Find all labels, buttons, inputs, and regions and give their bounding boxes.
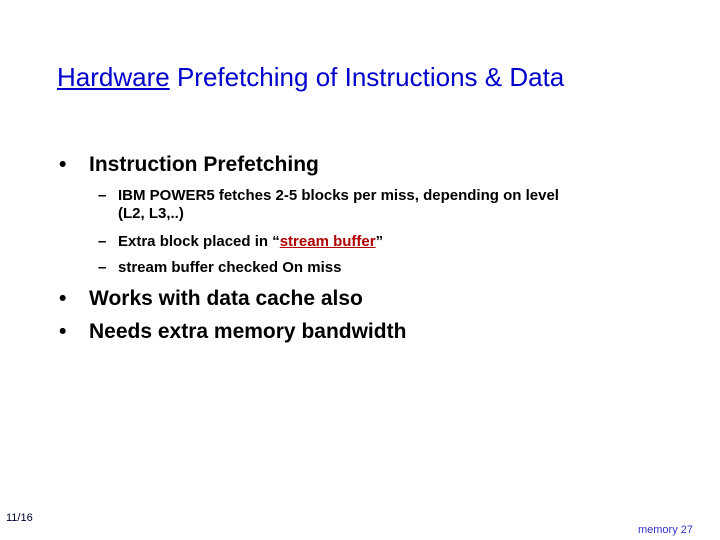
subbullet-text: stream buffer checked On miss: [118, 259, 342, 276]
stream-buffer-highlight: stream buffer: [279, 233, 376, 250]
slide-title: [57, 62, 564, 93]
bullet-marker: •: [59, 153, 67, 176]
bullet-instruction-prefetching: [57, 153, 319, 177]
subbullet-marker: –: [98, 259, 107, 276]
subbullet-extra-block: [98, 233, 383, 251]
slide-date: 11/16: [6, 512, 33, 524]
title-rest: Prefetching of Instructions & Data: [169, 62, 565, 92]
bullet-text: Needs extra memory bandwidth: [89, 320, 407, 343]
subbullet-marker: –: [98, 233, 107, 250]
bullet-needs-extra-bandwidth: [57, 320, 406, 344]
title-underlined-word: Hardware: [57, 62, 170, 92]
subbullet-stream-buffer-checked: [98, 259, 341, 277]
bullet-text: Works with data cache also: [89, 287, 363, 310]
bullet-marker: •: [59, 287, 67, 310]
bullet-text: Instruction Prefetching: [89, 153, 319, 176]
subbullet-line1: IBM POWER5 fetches 2-5 blocks per miss, depending on level: [118, 187, 559, 204]
bullet-works-with-data-cache: [57, 287, 363, 311]
bullet-marker: •: [59, 320, 67, 343]
subbullet-marker: –: [98, 187, 107, 204]
slide-footer: memory 27: [637, 524, 693, 536]
subbullet-post: ”: [375, 233, 384, 250]
subbullet-pre: Extra block placed in “: [118, 233, 280, 250]
subbullet-ibm-power5: [98, 187, 559, 223]
subbullet-line2: (L2, L3,..): [118, 205, 184, 222]
